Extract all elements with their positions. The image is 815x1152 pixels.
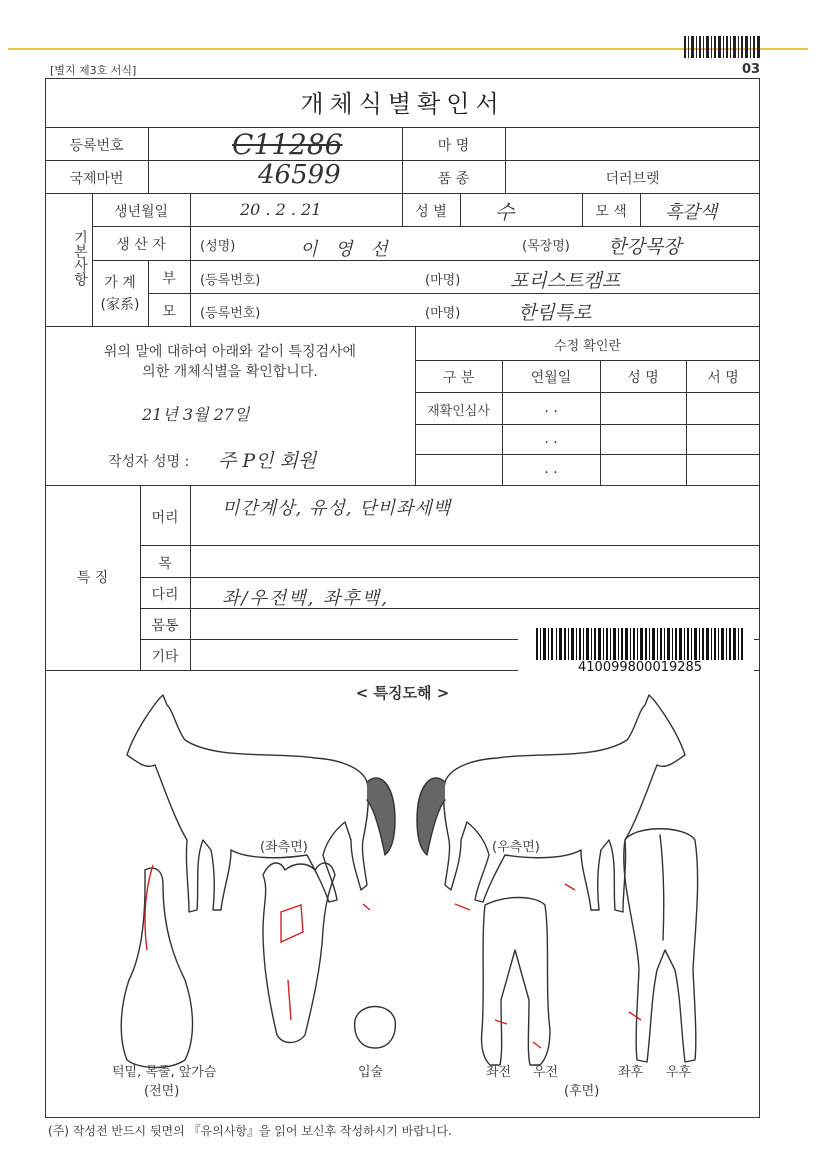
other-label: 기타 [151,649,179,665]
left-side-label: (좌측면) [260,840,308,855]
farm-label: (목장명) [522,239,570,254]
basic-section-label: 기본사항 [72,230,88,286]
form-title: 개체식별확인서 [300,90,505,118]
producer-label: 생 산 자 [116,237,166,253]
sire-reg-no-label: (등록번호) [200,273,261,288]
footer-note: (주) 작성전 반드시 뒷면의 『유의사항』을 읽어 보신후 작성하시기 바랍니다. [48,1124,452,1138]
sire-name: 포리스트캠프 [510,270,621,292]
neck-label: 목 [158,556,172,572]
legs-label: 다리 [151,587,179,603]
left-side-horse [127,695,395,912]
author-label: 작성자 성명 : [108,454,190,470]
confirm-date: 21년 3월 27일 [142,405,250,424]
statement-line-2: 의한 개체식별을 확인합니다. [142,364,318,380]
intl-no-label: 국제마번 [69,171,124,187]
legs-value: 좌/우전백, 좌후백, [222,588,389,609]
statement-line-1: 위의 말에 대하여 아래와 같이 특징검사에 [103,344,357,360]
breed-value: 더러브렛 [605,171,660,187]
front-view-label: (전면) [144,1084,180,1099]
pedigree-label-hanja: (家系) [100,297,140,313]
top-barcode [684,36,760,58]
dam-label: 모 [162,304,176,320]
reg-no-value: C11286 [232,128,343,161]
rev-row2-date: . . [544,431,558,447]
rev-header-type: 구 분 [442,370,475,386]
features-section-label: 특 징 [76,570,109,586]
author-value: 주 P인 회원 [218,450,317,472]
hl-label: 좌후 [618,1065,644,1080]
sex-value: 수 [495,200,515,224]
form-code: [별지 제3호 서식] [50,64,137,77]
pedigree-label: 가 계 [104,275,136,291]
breed-label: 품 종 [437,171,470,187]
coat-label: 모 색 [595,204,627,220]
birth-label: 생년월일 [113,204,169,220]
coat-value: 흑갈색 [665,202,718,223]
rev-row1-date: . . [544,400,558,416]
farm-value: 한강목장 [608,236,682,258]
mouth-label: 입술 [358,1065,384,1080]
dam-name-label: (마명) [425,306,461,321]
rear-view-label: (후면) [564,1084,600,1099]
sire-label: 부 [162,271,176,287]
barcode-number: 410099800019285 [578,660,703,675]
rear-view [624,829,698,1062]
birth-value: 20 . 2 . 21 [240,200,322,219]
rev-header-date: 연월일 [530,370,572,386]
horse-name-label: 마 명 [437,138,470,154]
front-legs-view [482,898,550,1066]
page-number: 03 [742,62,761,77]
sex-label: 성 별 [415,204,447,220]
producer-name-value: 이 영 선 [300,239,394,260]
horse-diagram [45,690,760,1115]
sire-name-label: (마명) [425,273,461,288]
hr-label: 우후 [666,1065,692,1080]
intl-no-value: 46599 [258,160,341,190]
front-label: 턱밑, 목줄, 앞가슴 [112,1065,217,1080]
muzzle-view [355,1007,396,1049]
rev-header-sign: 서 명 [707,370,739,386]
barcode-sticker [518,622,754,682]
revision-title: 수정 확인란 [554,339,621,354]
diagram-title: < 특징도해 > [355,684,450,702]
head-label: 머리 [151,510,179,526]
barcode-graphic [536,628,746,660]
body-label: 몸통 [151,618,179,634]
producer-name-label: (성명) [200,239,236,254]
rev-row1-label: 재확인심사 [427,404,490,419]
right-side-horse [417,695,685,912]
fr-label: 우전 [533,1065,559,1080]
reg-no-label: 등록번호 [69,138,124,154]
rev-row3-date: . . [544,461,558,477]
dam-reg-no-label: (등록번호) [200,306,261,321]
head-value: 미간계상, 유성, 단비좌세백 [222,498,452,519]
right-side-label: (우측면) [492,840,540,855]
fl-label: 좌전 [486,1065,512,1080]
rev-header-name: 성 명 [627,370,659,386]
front-chest-view [121,868,192,1067]
dam-name: 한림특로 [518,302,592,324]
